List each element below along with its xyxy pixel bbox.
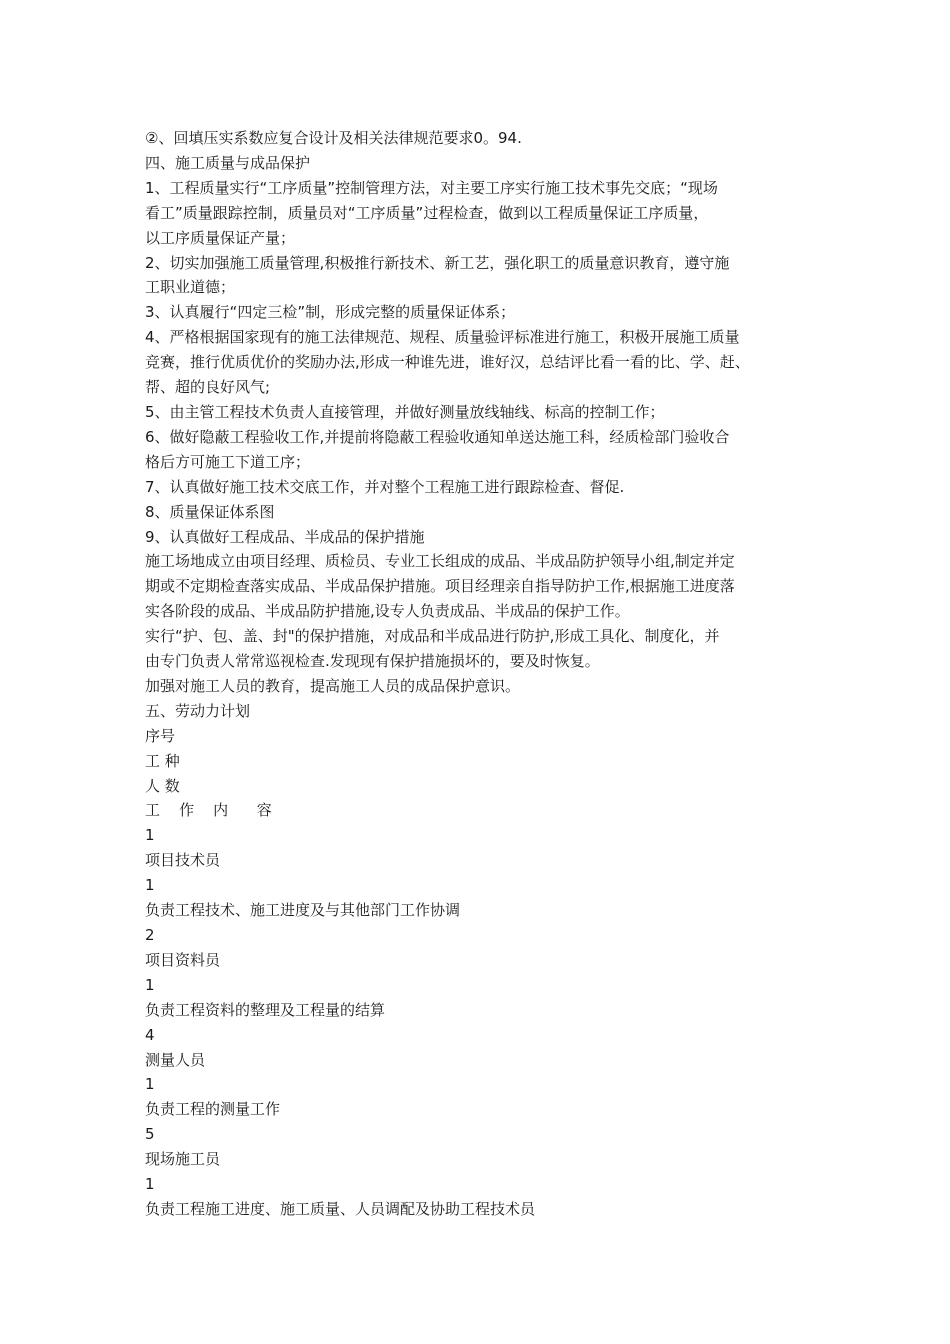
table-header-cell: 人 数: [145, 776, 180, 795]
table-cell-role: 项目资料员: [145, 950, 221, 969]
text-line: ②、回填压实系数应复合设计及相关法律规范要求0。94.: [145, 129, 522, 147]
text-line: 看工”质量跟踪控制，质量员对“工序质量”过程检查，做到以工程质量保证工序质量，: [145, 203, 709, 222]
text-line: 竞赛，推行优质优价的奖励办法,形成一种谁先进，谁好汉，总结评比看一看的比、学、赶、: [145, 353, 750, 372]
table-cell-index: 4: [145, 1025, 155, 1044]
table-cell-count: 1: [145, 876, 155, 895]
text-line: 以工序质量保证产量；: [145, 228, 296, 247]
text-line: 5、由主管工程技术负责人直接管理，并做好测量放线轴线、标高的控制工作；: [145, 402, 665, 421]
table-header-cell: 工 种: [145, 751, 180, 770]
table-cell-count: 1: [145, 1075, 155, 1094]
table-header-cell: 工 作 内 容: [145, 801, 272, 820]
text-line: 3、认真履行“四定三检”制，形成完整的质量保证体系；: [145, 303, 516, 322]
text-line: 格后方可施工下道工序；: [145, 452, 311, 471]
table-cell-count: 1: [145, 975, 155, 994]
table-cell-role: 现场施工员: [145, 1150, 221, 1169]
table-cell-role: 测量人员: [145, 1050, 206, 1069]
text-line: 8、质量保证体系图: [145, 502, 275, 521]
table-cell-duty: 负责工程技术、施工进度及与其他部门工作协调: [145, 901, 461, 920]
labor-plan-table: [145, 724, 825, 1222]
text-line: 由专门负责人常常巡视检查.发现现有保护措施损坏的，要及时恢复。: [145, 652, 600, 671]
text-line: 9、认真做好工程成品、半成品的保护措施: [145, 527, 425, 546]
text-line: 施工场地成立由项目经理、质检员、专业工长组成的成品、半成品防护领导小组,制定并定: [145, 552, 735, 571]
table-cell-index: 2: [145, 926, 155, 944]
table-header-cell: 序号: [145, 726, 176, 745]
text-line: 加强对施工人员的教育，提高施工人员的成品保护意识。: [145, 676, 521, 695]
table-cell-duty: 负责工程的测量工作: [145, 1100, 281, 1119]
table-cell-duty: 负责工程施工进度、施工质量、人员调配及协助工程技术员: [145, 1199, 536, 1218]
text-line: 实行“护、包、盖、封"的保护措施，对成品和半成品进行防护,形成工具化、制度化，并: [145, 627, 720, 646]
text-line: 期或不定期检查落实成品、半成品保护措施。项目经理亲自指导防护工作,根据施工进度落: [145, 577, 735, 596]
text-line: 7、认真做好施工技术交底工作，并对整个工程施工进行跟踪检查、督促.: [145, 477, 625, 496]
text-line: 工职业道德；: [145, 278, 236, 297]
table-cell-role: 项目技术员: [145, 851, 221, 870]
text-line: 1、工程质量实行“工序质量”控制管理方法，对主要工序实行施工技术事先交底；“现场: [145, 178, 718, 197]
text-line: 4、严格根据国家现有的施工法律规范、规程、质量验评标准进行施工，积极开展施工质量: [145, 328, 740, 347]
document-page: [145, 126, 825, 1222]
table-cell-index: 1: [145, 826, 155, 845]
table-cell-count: 1: [145, 1175, 155, 1194]
section-heading-labor: 五、劳动力计划: [145, 701, 251, 720]
table-cell-index: 5: [145, 1125, 155, 1144]
text-line: 6、做好隐蔽工程验收工作,并提前将隐蔽工程验收通知单送达施工科，经质检部门验收合: [145, 427, 730, 446]
section-heading-quality: 四、施工质量与成品保护: [145, 153, 311, 172]
text-line: 2、切实加强施工质量管理,积极推行新技术、新工艺，强化职工的质量意识教育，遵守施: [145, 253, 730, 272]
text-line: 帮、超的良好风气;: [145, 378, 271, 397]
table-cell-duty: 负责工程资料的整理及工程量的结算: [145, 1000, 386, 1019]
text-line: 实各阶段的成品、半成品防护措施,设专人负责成品、半成品的保护工作。: [145, 602, 630, 621]
